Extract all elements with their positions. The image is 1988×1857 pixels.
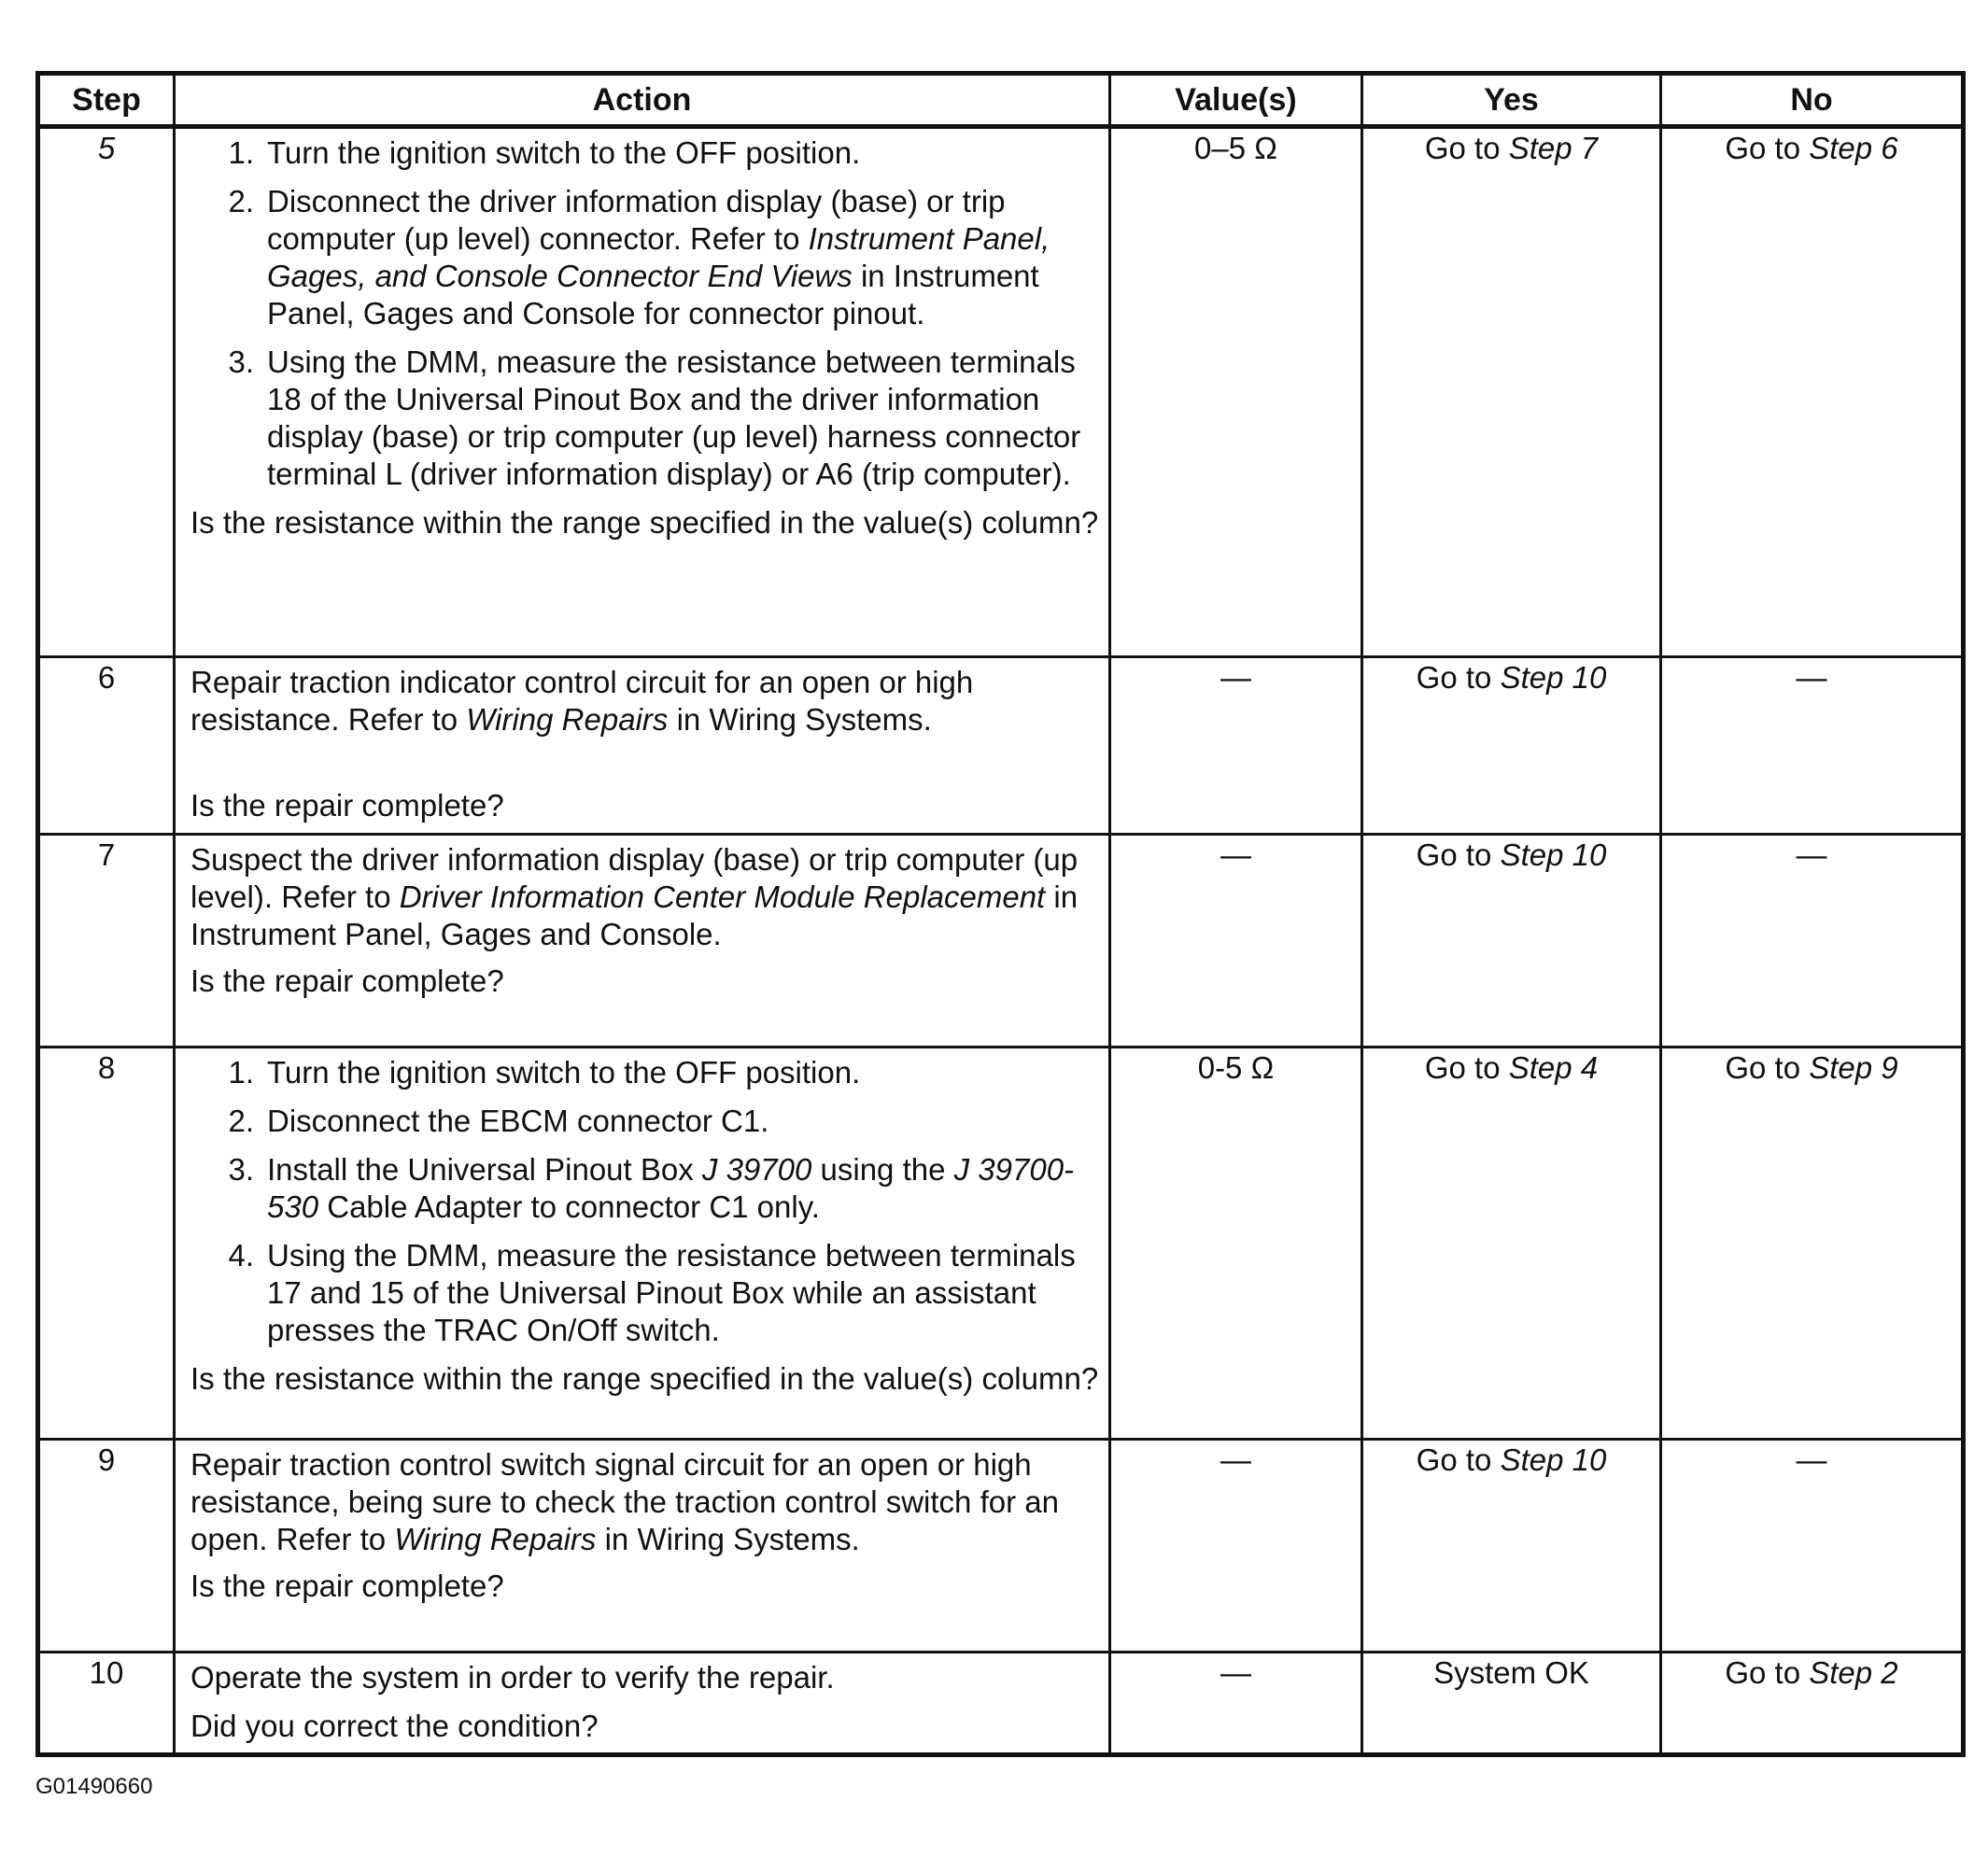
no-cell: Go to Step 2 xyxy=(1661,1653,1964,1755)
value-cell: — xyxy=(1110,835,1362,1048)
yes-cell: System OK xyxy=(1362,1653,1661,1755)
table-row-step-10 xyxy=(38,1653,1964,1755)
action-cell xyxy=(175,657,1110,835)
list-item: 1. Turn the ignition switch to the OFF position. xyxy=(228,135,861,170)
question-text: Is the resistance within the range specified in the value(s) column? xyxy=(190,1361,1099,1396)
header-no: No xyxy=(1661,74,1964,127)
yes-cell: Go to Step 10 xyxy=(1362,657,1661,835)
table-row-step-8 xyxy=(38,1048,1964,1440)
action-cell xyxy=(175,1048,1110,1440)
action-steps xyxy=(190,134,1099,493)
reference-link: Instrument Panel, Gages, and Console Connector End Views xyxy=(267,221,1050,293)
reference-link: Wiring Repairs xyxy=(466,702,669,737)
header-step: Step xyxy=(38,74,175,127)
action-text: Suspect the driver information display (base) or trip computer (up level). Refer to Driver Information Center Module Replacement in Instrument Panel, Gages and Console. xyxy=(190,842,1079,951)
header-yes: Yes xyxy=(1362,74,1661,127)
yes-cell: Go to Step 10 xyxy=(1362,835,1661,1048)
action-cell xyxy=(175,1653,1110,1755)
value-cell: — xyxy=(1110,1440,1362,1653)
header-values: Value(s) xyxy=(1110,74,1362,127)
table-row-step-9 xyxy=(38,1440,1964,1653)
reference-link: J 39700-530 xyxy=(267,1152,1075,1224)
action-cell xyxy=(175,1440,1110,1653)
no-cell: Go to Step 6 xyxy=(1661,127,1964,657)
no-cell: — xyxy=(1661,835,1964,1048)
question-text: Did you correct the condition? xyxy=(190,1709,599,1743)
yes-cell: Go to Step 7 xyxy=(1362,127,1661,657)
header-action: Action xyxy=(175,74,1110,127)
action-text: Repair traction control switch signal circuit for an open or high resistance, being sure to check the traction control switch for an open. Refer to Wiring Repairs in Wiring Systems. xyxy=(190,1447,1059,1556)
diagnostic-table xyxy=(35,71,1966,1757)
reference-link: Wiring Repairs xyxy=(394,1522,597,1556)
no-cell: — xyxy=(1661,657,1964,835)
yes-cell: Go to Step 10 xyxy=(1362,1440,1661,1653)
step-number: 7 xyxy=(38,835,175,1048)
question-text: Is the resistance within the range specified in the value(s) column? xyxy=(190,505,1099,540)
question-text: Is the repair complete? xyxy=(190,1569,504,1603)
list-item: 3. Install the Universal Pinout Box J 39700 using the J 39700-530 Cable Adapter to connector C1 only. xyxy=(228,1152,1075,1224)
list-item: 2. Disconnect the EBCM connector C1. xyxy=(228,1104,769,1138)
table-row-step-5 xyxy=(38,127,1964,657)
action-cell xyxy=(175,835,1110,1048)
no-cell: Go to Step 9 xyxy=(1661,1048,1964,1440)
value-cell: — xyxy=(1110,1653,1362,1755)
value-cell: 0–5 Ω xyxy=(1110,127,1362,657)
action-text: Repair traction indicator control circuit for an open or high resistance. Refer to Wiring Repairs in Wiring Systems. xyxy=(190,665,974,737)
step-number: 5 xyxy=(38,127,175,657)
table-row-step-6 xyxy=(38,657,1964,835)
action-cell xyxy=(175,127,1110,657)
value-cell: 0-5 Ω xyxy=(1110,1048,1362,1440)
reference-link: Driver Information Center Module Replacement xyxy=(399,879,1046,914)
step-number: 8 xyxy=(38,1048,175,1440)
figure-id: G01490660 xyxy=(35,1774,153,1799)
question-text: Is the repair complete? xyxy=(190,788,504,823)
list-item: 3. Using the DMM, measure the resistance between terminals 18 of the Universal Pinout Box and the driver information display (base) or trip computer (up level) harness connector terminal L (driver information display) or A6 (trip computer). xyxy=(228,345,1081,491)
yes-cell: Go to Step 4 xyxy=(1362,1048,1661,1440)
reference-link: J 39700 xyxy=(701,1152,812,1187)
table-row-step-7 xyxy=(38,835,1964,1048)
action-text: Operate the system in order to verify the repair. xyxy=(190,1660,835,1695)
step-number: 9 xyxy=(38,1440,175,1653)
step-number: 6 xyxy=(38,657,175,835)
header-row xyxy=(38,74,1964,127)
no-cell: — xyxy=(1661,1440,1964,1653)
question-text: Is the repair complete? xyxy=(190,964,504,998)
step-number: 10 xyxy=(38,1653,175,1755)
action-steps xyxy=(190,1054,1099,1349)
list-item: 2. Disconnect the driver information display (base) or trip computer (up level) connector. Refer to Instrument Panel, Gages, and Console Connector End Views in Instrument Panel, Gages and Console for connector pinout. xyxy=(228,184,1050,331)
list-item: 4. Using the DMM, measure the resistance between terminals 17 and 15 of the Universal Pinout Box while an assistant presses the TRAC On/Off switch. xyxy=(228,1238,1076,1347)
list-item: 1. Turn the ignition switch to the OFF position. xyxy=(228,1055,861,1090)
value-cell: — xyxy=(1110,657,1362,835)
